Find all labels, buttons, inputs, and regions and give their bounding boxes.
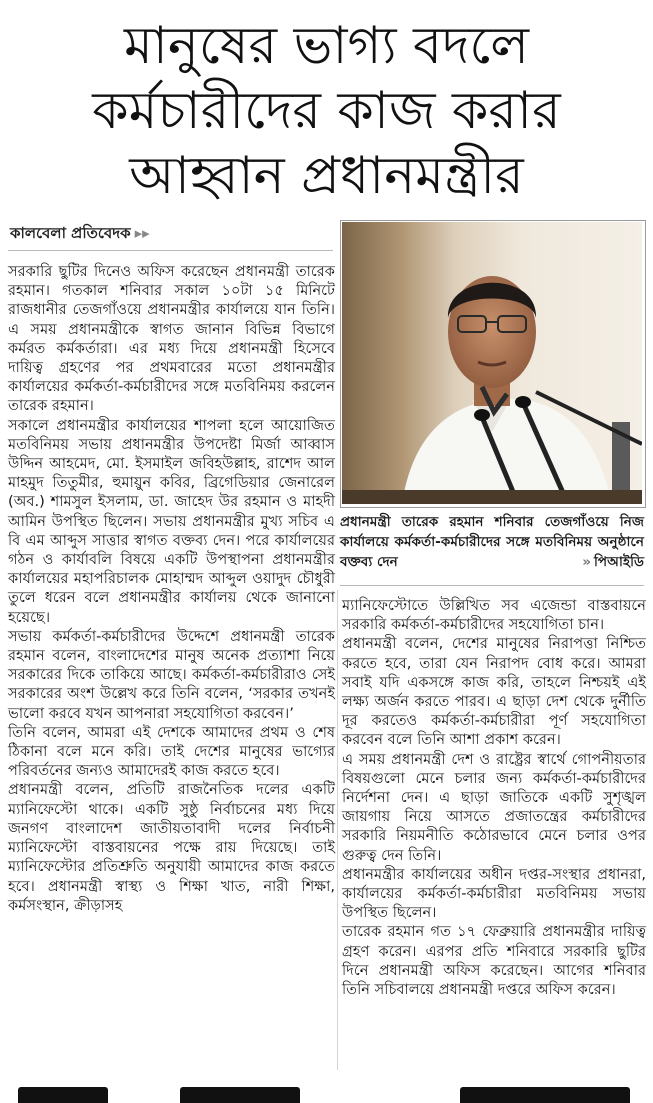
caption-text: প্রধানমন্ত্রী তারেক রহমান শনিবার তেজগাঁওয়ে নিজ কার্যালয়ে কর্মকর্তা-কর্মচারীদের সঙ্গে মতবিনিময় অনুষ্ঠানে বক্তব্য দেন bbox=[340, 514, 644, 570]
paragraph: প্রধানমন্ত্রীর কার্যালয়ের অধীন দপ্তর-সংস্থার প্রধানরা, কার্যালয়ের কর্মকর্তা-কর্মচারীরা মতবিনিময় সভায় উপস্থিত ছিলেন। bbox=[342, 865, 646, 922]
headline-line-2: কর্মচারীদের কাজ করার bbox=[92, 81, 561, 141]
paragraph: সভায় কর্মকর্তা-কর্মচারীদের উদ্দেশে প্রধানমন্ত্রী তারেক রহমান বলেন, বাংলাদেশের মানুষ অনেক প্রত্যাশা নিয়ে সরকারের দিকে তাকিয়ে আছে। কর্মকর্তা-কর্মচারীরাও সেই সরকারের অংশ উল্লেখ করে তিনি বলেন, ‘সরকার তখনই ভালো করবে যখন আপনারা সহযোগিতা করবেন।’ bbox=[8, 627, 335, 722]
next-headline-cutoff bbox=[0, 1083, 653, 1103]
double-chevron-right-icon: ▸▸ bbox=[134, 224, 150, 242]
article-column-left bbox=[8, 262, 335, 915]
reporter-name: কালবেলা প্রতিবেদক bbox=[10, 224, 131, 242]
photo-caption bbox=[340, 512, 644, 572]
divider bbox=[8, 250, 333, 251]
double-chevron-right-icon: » bbox=[582, 554, 592, 570]
paragraph: প্রধানমন্ত্রী বলেন, প্রতিটি রাজনৈতিক দলের একটি ম্যানিফেস্টো থাকে। একটি সুষ্ঠু নির্বাচনের মধ্য দিয়ে জনগণ বাংলাদেশ জাতীয়তাবাদী দলের নির্বাচনী ম্যানিফেস্টো বাস্তবায়নের পক্ষে রায় দিয়েছে। তাই ম্যানিফেস্টোর প্রতিশ্রুতি অনুযায়ী আমাদের কাজ করতে হবে। প্রধানমন্ত্রী স্বাস্থ্য ও শিক্ষা খাত, নারী শিক্ষা, কর্মসংস্থান, ক্রীড়াসহ bbox=[8, 781, 335, 914]
headline-line-3: আহ্বান প্রধানমন্ত্রীর bbox=[129, 146, 524, 206]
headline bbox=[8, 14, 645, 209]
paragraph: তিনি বলেন, আমরা এই দেশকে আমাদের প্রথম ও শেষ ঠিকানা বলে মনে করি। তাই দেশের মানুষের ভাগ্যের পরিবর্তনের জন্যও আমাদেরই কাজ করতে হবে। bbox=[8, 723, 335, 780]
column-divider bbox=[337, 590, 338, 1070]
paragraph: সরকারি ছুটির দিনেও অফিস করেছেন প্রধানমন্ত্রী তারেক রহমান। গতকাল শনিবার সকাল ১০টা ১৫ মিনিটে রাজধানীর তেজগাঁওয়ে প্রধানমন্ত্রীর কার্যালয়ে যান তিনি। এ সময় প্রধানমন্ত্রীকে স্বাগত জানান বিভিন্ন বিভাগে কর্মরত কর্মকর্তারা। এর মধ্য দিয়ে প্রধানমন্ত্রী হিসেবে দায়িত্ব গ্রহণের পর প্রথমবারের মতো প্রধানমন্ত্রীর কার্যালয়ের কর্মকর্তা-কর্মচারীদের সঙ্গে মতবিনিময় করলেন তারেক রহমান। bbox=[8, 263, 335, 415]
paragraph: সকালে প্রধানমন্ত্রীর কার্যালয়ের শাপলা হলে আয়োজিত মতবিনিময় সভায় প্রধানমন্ত্রীর উপদেষ্টা মির্জা আব্বাস উদ্দিন আহমেদ, মো. ইসমাইল জবিহউল্লাহ, রাশেদ আল মাহমুদ তিতুমীর, হুমায়ুন কবির, ব্রিগেডিয়ার জেনারেল (অব.) শামসুল ইসলাম, ডা. জাহেদ উর রহমান ও মাহদী আমিন উপস্থিত ছিলেন। সভায় প্রধানমন্ত্রীর মুখ্য সচিব এ বি এম আব্দুস সাত্তার স্বাগত বক্তব্য দেন। পরে কার্যালয়ের গঠন ও কার্যাবলি বিষয়ে একটি উপস্থাপনা প্রধানমন্ত্রীর কার্যালয়ের মহাপরিচালক মোহাম্মদ আব্দুল ওয়াদুদ চৌধুরী তুলে ধরেন বলে প্রধানমন্ত্রীর কার্যালয় থেকে জানানো হয়েছে। bbox=[8, 416, 335, 626]
paragraph: এ সময় প্রধানমন্ত্রী দেশ ও রাষ্ট্রের স্বার্থে গোপনীয়তার বিষয়গুলো মেনে চলার জন্য কর্মকর্তা-কর্মচারীদের নির্দেশনা দেন। এ ছাড়া জাতিকে একটি সুশৃঙ্খল জায়গায় নিয়ে আসতে প্রজাতন্ত্রের কর্মচারীদের সরকারি নিয়মনীতি কঠোরভাবে মেনে চলার ওপর গুরুত্ব দেন তিনি। bbox=[342, 750, 646, 864]
headline-line-1: মানুষের ভাগ্য বদলে bbox=[123, 16, 530, 76]
paragraph: প্রধানমন্ত্রী বলেন, দেশের মানুষের নিরাপত্তা নিশ্চিত করতে হবে, তারা যেন নিরাপদ বোধ করে। আমরা সবাই যদি একসঙ্গে কাজ করি, তাহলে নিশ্চয়ই এই লক্ষ্য অর্জন করতে পারব। এ ছাড়া দেশ থেকে দুর্নীতি দূর করতেও কর্মকর্তা-কর্মচারীরা পূর্ণ সহযোগিতা করবেন বলে তিনি আশা প্রকাশ করেন। bbox=[342, 635, 646, 749]
news-photo bbox=[342, 222, 642, 504]
byline bbox=[10, 222, 150, 247]
divider bbox=[340, 585, 644, 586]
article-column-right bbox=[342, 596, 646, 999]
photo-credit bbox=[582, 552, 644, 572]
paragraph: ম্যানিফেস্টোতে উল্লিখিত সব এজেন্ডা বাস্তবায়নে সরকারি কর্মকর্তা-কর্মচারীদের সহযোগিতা চান। bbox=[342, 597, 646, 634]
speaker-photo-illustration bbox=[342, 222, 642, 504]
paragraph: তারেক রহমান গত ১৭ ফেব্রুয়ারি প্রধানমন্ত্রীর দায়িত্ব গ্রহণ করেন। এরপর প্রতি শনিবারে সরকারি ছুটির দিনে প্রধানমন্ত্রী অফিস করেছেন। আগের শনিবার তিনি সচিবালয়ে প্রধানমন্ত্রী দপ্তরে অফিস করেন। bbox=[342, 923, 646, 999]
credit-text: পিআইডি bbox=[594, 554, 644, 570]
